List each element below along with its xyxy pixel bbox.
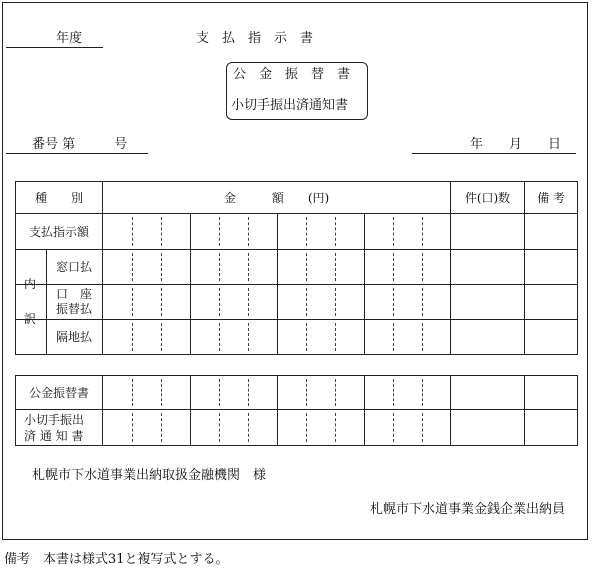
- amount-digit-divider: [335, 253, 336, 281]
- amount-digit-divider: [219, 323, 220, 351]
- row-label-account-transfer-2: 振替払: [56, 302, 93, 316]
- amount-digit-divider: [248, 323, 249, 351]
- amount-digit-divider: [393, 323, 394, 351]
- amount-group-divider: [277, 410, 278, 445]
- date-underline: [412, 153, 576, 154]
- amount-digit-divider: [335, 379, 336, 406]
- amount-digit-divider: [393, 253, 394, 281]
- count-cell[interactable]: [451, 214, 525, 250]
- amount-digit-divider: [248, 217, 249, 246]
- amount-digit-divider: [422, 217, 423, 246]
- header-count: 件(口)数: [451, 182, 525, 214]
- amount-digit-divider: [132, 217, 133, 246]
- amount-digit-divider: [248, 379, 249, 406]
- amount-group-divider: [190, 320, 191, 354]
- amount-digit-divider: [306, 288, 307, 316]
- amount-digit-divider: [306, 217, 307, 246]
- amount-digit-divider: [393, 413, 394, 442]
- header-remarks: 備 考: [525, 182, 578, 214]
- amount-digit-divider: [161, 379, 162, 406]
- amount-group-divider: [364, 376, 365, 409]
- amount-group-divider: [364, 214, 365, 249]
- amount-group-divider: [277, 285, 278, 319]
- amount-digit-divider: [248, 288, 249, 316]
- amount-cell[interactable]: [103, 410, 451, 446]
- amount-digit-divider: [132, 253, 133, 281]
- amount-group-divider: [277, 320, 278, 354]
- table-row: [16, 285, 578, 320]
- subtitle-check-notice: 小切手振出済通知書: [231, 98, 349, 113]
- amount-digit-divider: [132, 379, 133, 406]
- amount-group-divider: [190, 376, 191, 409]
- breakdown-label-detail: 訳: [24, 312, 37, 326]
- amount-digit-divider: [422, 288, 423, 316]
- amount-cell[interactable]: [103, 214, 451, 250]
- row-label-counter-payment: 窓口払: [56, 260, 93, 274]
- amount-cell[interactable]: [103, 285, 451, 320]
- amount-digit-divider: [335, 323, 336, 351]
- date-label: 年 月 日: [470, 137, 562, 152]
- table-row: [16, 250, 578, 285]
- amount-digit-divider: [335, 288, 336, 316]
- amount-digit-divider: [422, 323, 423, 351]
- subtitle-public-fund: 公 金 振 替 書: [233, 67, 351, 82]
- amount-digit-divider: [393, 288, 394, 316]
- remarks-cell[interactable]: [525, 320, 578, 355]
- amount-digit-divider: [306, 323, 307, 351]
- count-cell[interactable]: [451, 410, 525, 446]
- remarks-cell[interactable]: [525, 250, 578, 285]
- amount-digit-divider: [219, 217, 220, 246]
- amount-digit-divider: [161, 288, 162, 316]
- table-row: [16, 214, 578, 250]
- fiscal-year-label: 年度: [56, 31, 83, 46]
- amount-digit-divider: [306, 253, 307, 281]
- institution-addressee: 札幌市下水道事業出納取扱金融機関 様: [32, 468, 267, 483]
- amount-digit-divider: [393, 379, 394, 406]
- amount-digit-divider: [422, 379, 423, 406]
- row-label-instruction-amount: 支払指示額: [16, 214, 103, 250]
- header-category: 種 別: [16, 182, 103, 214]
- issuer-name: 札幌市下水道事業金銭企業出納員: [370, 502, 566, 517]
- amount-digit-divider: [248, 413, 249, 442]
- row-label-check-notice-1: 小切手振出: [24, 413, 85, 427]
- amount-group-divider: [190, 410, 191, 445]
- row-label-check-notice-2: 済 通 知 書: [24, 429, 84, 443]
- remarks-cell[interactable]: [525, 376, 578, 410]
- remarks-cell[interactable]: [525, 214, 578, 250]
- amount-digit-divider: [132, 288, 133, 316]
- amount-digit-divider: [219, 253, 220, 281]
- amount-group-divider: [190, 250, 191, 284]
- row-label-account-transfer-1: 口 座: [56, 287, 93, 301]
- amount-group-divider: [364, 410, 365, 445]
- row-label-remote-payment: 隔地払: [56, 330, 93, 344]
- amount-cell[interactable]: [103, 376, 451, 410]
- transfer-table: [15, 375, 578, 446]
- amount-table: [15, 181, 578, 355]
- amount-digit-divider: [132, 413, 133, 442]
- count-cell[interactable]: [451, 320, 525, 355]
- fiscal-year-underline: [6, 47, 103, 48]
- amount-group-divider: [364, 320, 365, 354]
- amount-digit-divider: [161, 253, 162, 281]
- form-title: 支 払 指 示 書: [196, 31, 314, 46]
- amount-digit-divider: [393, 217, 394, 246]
- amount-cell[interactable]: [103, 250, 451, 285]
- amount-group-divider: [277, 214, 278, 249]
- row-label-public-fund-transfer: 公金振替書: [16, 376, 103, 410]
- amount-digit-divider: [306, 379, 307, 406]
- amount-digit-divider: [335, 217, 336, 246]
- note-text: 備考 本書は様式31と複写式とする。: [4, 552, 229, 567]
- amount-digit-divider: [219, 379, 220, 406]
- amount-digit-divider: [161, 413, 162, 442]
- header-amount: 金 額 (円): [103, 182, 451, 214]
- remarks-cell[interactable]: [525, 285, 578, 320]
- breakdown-label-inner: 内: [24, 277, 37, 291]
- amount-digit-divider: [306, 413, 307, 442]
- number-underline: [6, 153, 148, 154]
- table-row: [16, 376, 578, 410]
- amount-digit-divider: [132, 323, 133, 351]
- table-row: [16, 410, 578, 446]
- amount-digit-divider: [219, 413, 220, 442]
- amount-digit-divider: [161, 217, 162, 246]
- amount-digit-divider: [422, 413, 423, 442]
- table-row: [16, 320, 578, 355]
- amount-digit-divider: [248, 253, 249, 281]
- amount-group-divider: [277, 376, 278, 409]
- amount-group-divider: [190, 285, 191, 319]
- amount-digit-divider: [161, 323, 162, 351]
- amount-group-divider: [190, 214, 191, 249]
- number-label: 番号 第 号: [32, 137, 128, 152]
- amount-digit-divider: [335, 413, 336, 442]
- count-cell[interactable]: [451, 285, 525, 320]
- amount-cell[interactable]: [103, 320, 451, 355]
- amount-group-divider: [277, 250, 278, 284]
- remarks-cell[interactable]: [525, 410, 578, 446]
- amount-group-divider: [364, 285, 365, 319]
- table-header-row: [16, 182, 578, 214]
- count-cell[interactable]: [451, 376, 525, 410]
- amount-digit-divider: [422, 253, 423, 281]
- amount-group-divider: [364, 250, 365, 284]
- amount-digit-divider: [219, 288, 220, 316]
- count-cell[interactable]: [451, 250, 525, 285]
